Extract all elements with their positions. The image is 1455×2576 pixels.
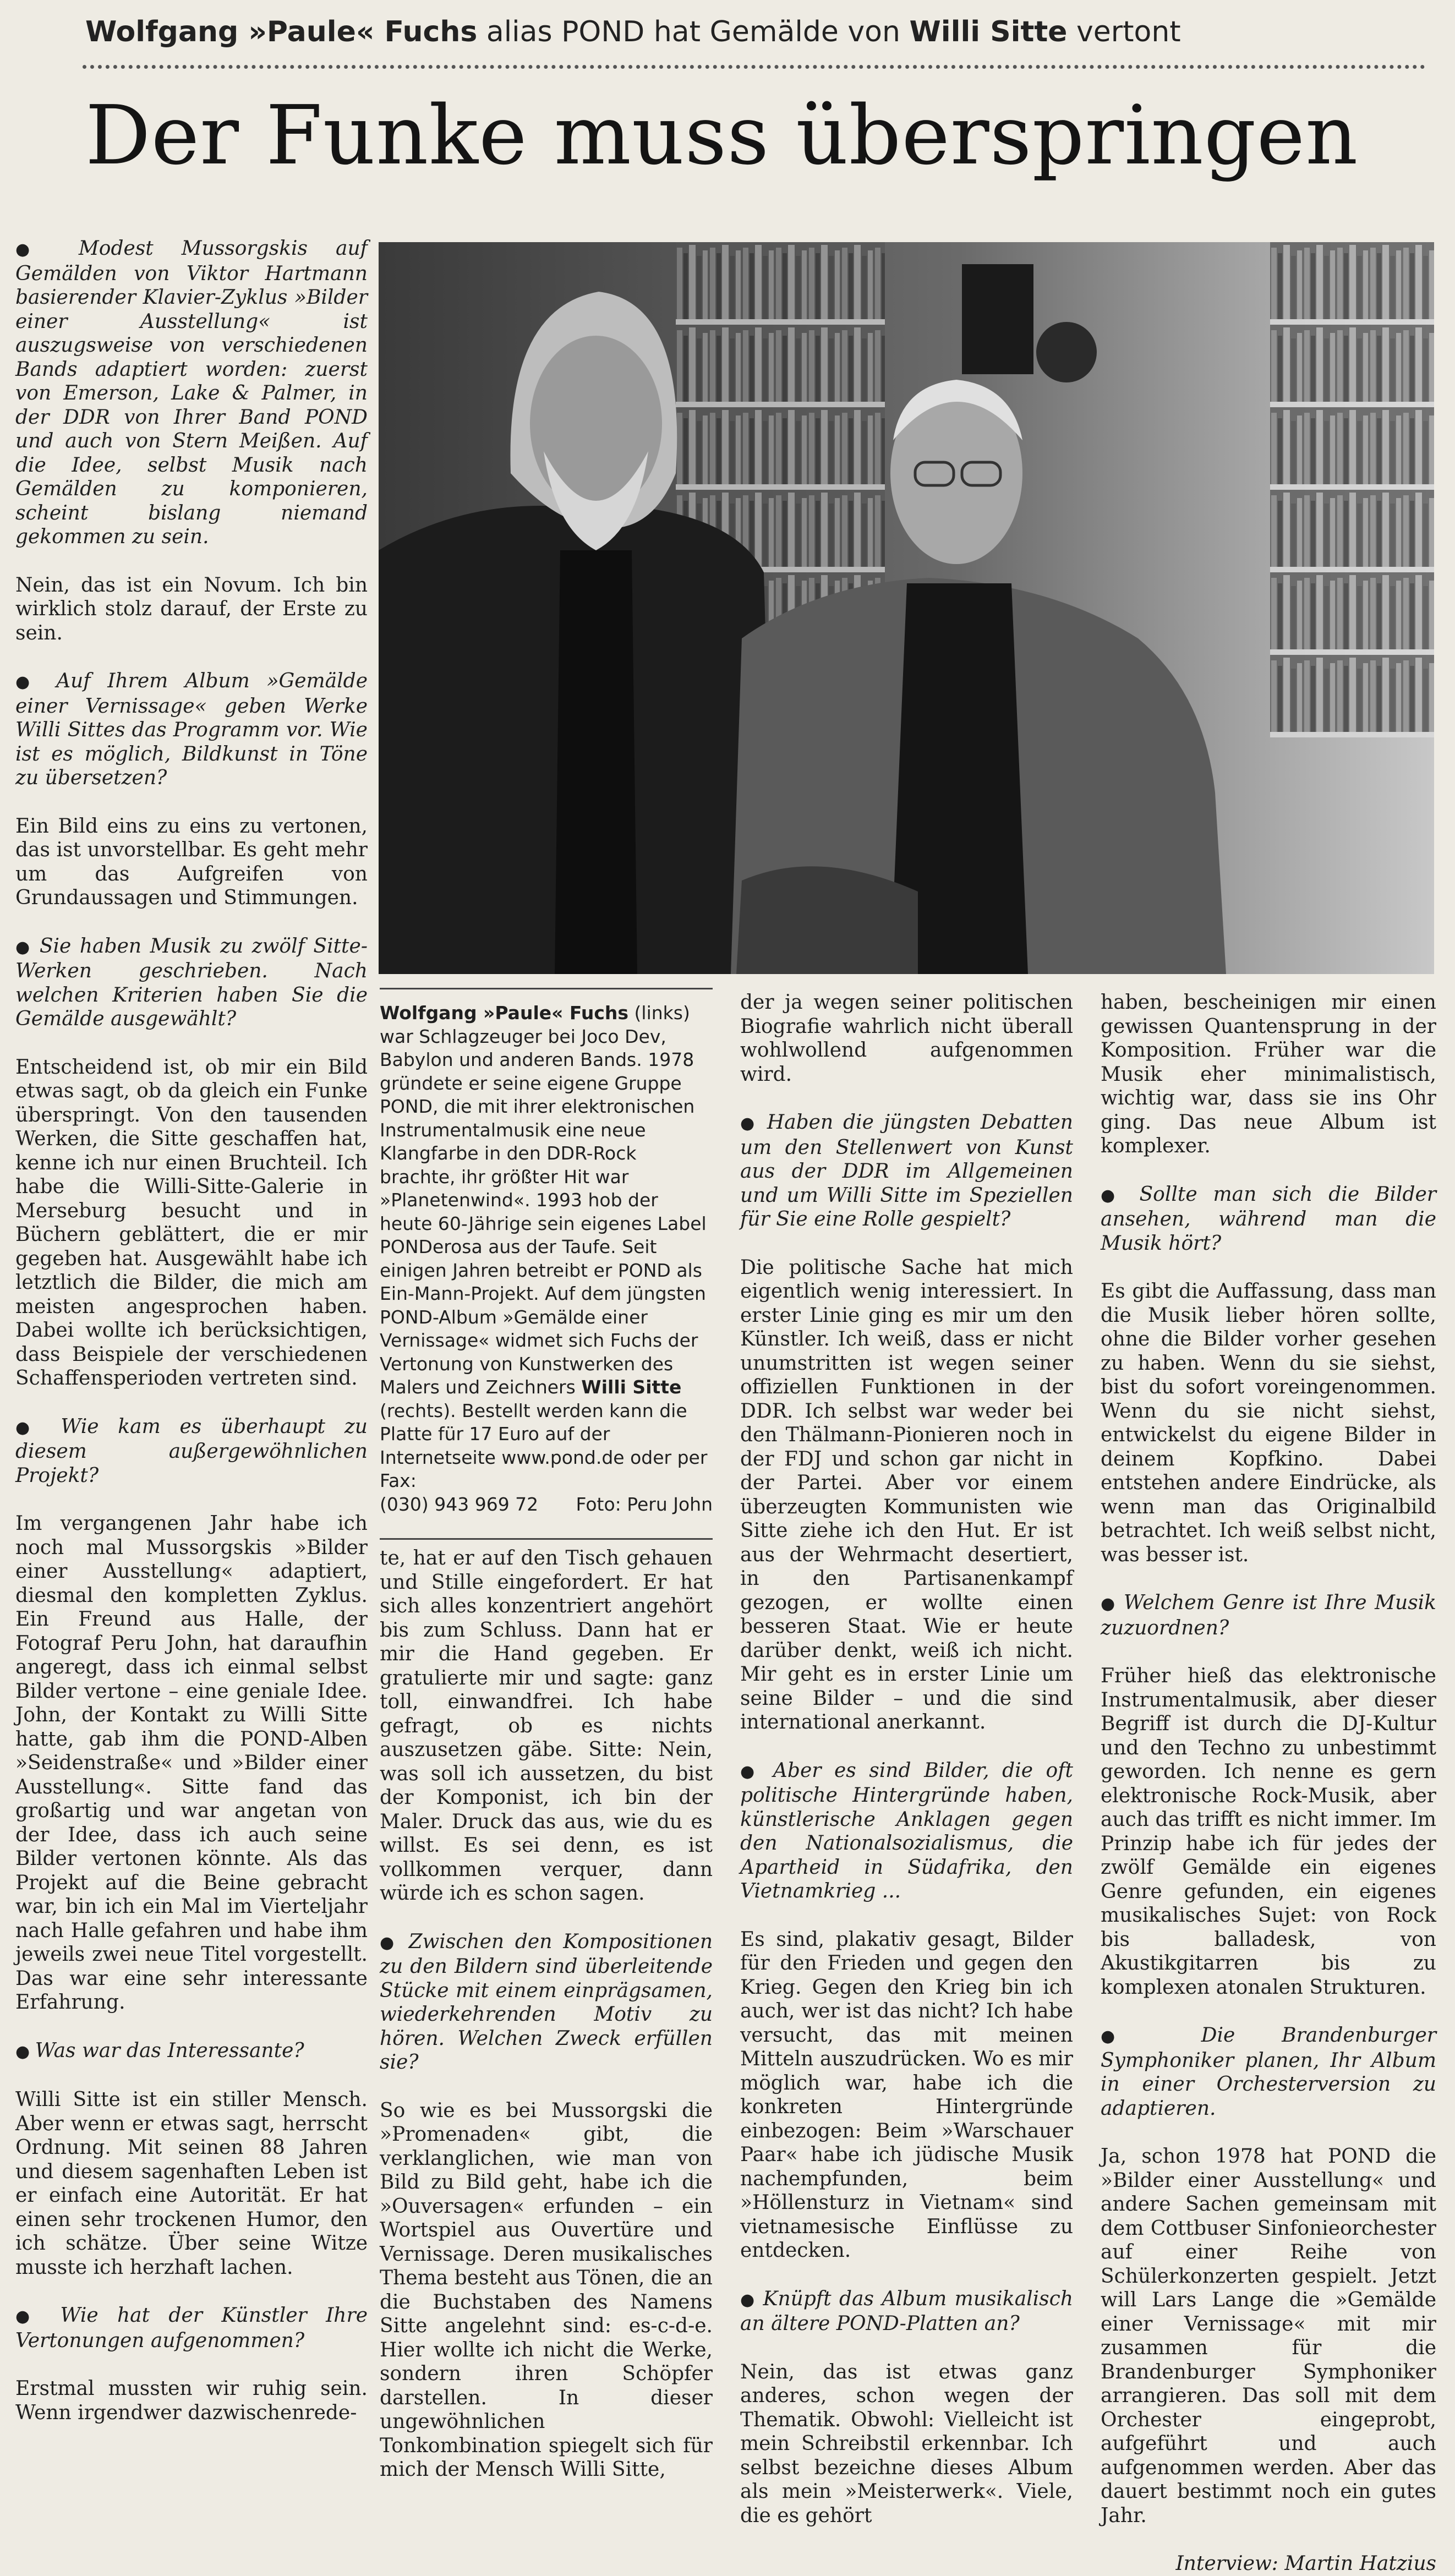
interview-question: ● Knüpft das Album musikalisch an ältere POND-Platten an? (740, 2287, 1073, 2336)
interview-answer: Willi Sitte ist ein stiller Mensch. Aber wenn er etwas sagt, herrscht Ordnung. Mit seinen 88 Jahren und diesem sagenhaften Leben ist er einfach eine Autorität. Er hat einen sehr trockenen Humor, den ich schätze. Über seine Witze musste ich herzhaft lachen. (15, 2088, 368, 2279)
interview-question: ● Sie haben Musik zu zwölf Sitte-Werken geschrieben. Nach welchen Kriterien haben Sie die Gemälde ausgewählt? (15, 934, 368, 1031)
interview-question: ● Haben die jüngsten Debatten um den Stellenwert von Kunst aus der DDR im Allgemeinen und um Willi Sitte im Speziellen für Sie eine Rolle gespielt? (740, 1111, 1073, 1232)
headline: Der Funke muss überspringen (85, 88, 1359, 183)
interview-answer: Ein Bild eins zu eins zu vertonen, das ist unvorstellbar. Es geht mehr um das Aufgreifen von Grundaussagen und Stimmungen. (15, 814, 368, 909)
column-3 (740, 991, 1074, 2527)
photo-illustration (379, 242, 1434, 974)
kicker-name-sitte: Willi Sitte (909, 15, 1068, 48)
interview-question: ● Wie hat der Künstler Ihre Vertonungen aufgenommen? (15, 2304, 368, 2353)
interview-answer: te, hat er auf den Tisch gehauen und Stille eingefordert. Er hat sich alles konzentriert angehört bis zum Schluss. Dann hat er mir die Hand gegeben. Er gratulierte mir und sagte: ganz toll, einwandfrei. Ich habe gefragt, ob es nichts auszusetzen gäbe. Sitte: Nein, was soll ich aussetzen, du bist der Komponist, ich bin der Maler. Druck das aus, wie du es willst. Es sei denn, es ist vollkommen verquer, dann würde ich es schon sagen. (380, 1547, 713, 1905)
caption-name-sitte: Willi Sitte (581, 1376, 682, 1398)
kicker-end: vertont (1067, 15, 1181, 48)
interview-question: ● Modest Mussorgskis auf Gemälden von Viktor Hartmann basierender Klavier-Zyklus »Bilder einer Ausstellung« ist auszugsweise von verschiedenen Bands adaptiert worden: zuerst von Emerson, Lake & Palmer, in der DDR von Ihrer Band POND und auch von Stern Meißen. Auf die Idee, selbst Musik nach Gemälden zu komponieren, scheint bislang niemand gekommen zu sein. (15, 237, 368, 549)
interview-answer: Im vergangenen Jahr habe ich noch mal Mussorgskis »Bilder einer Ausstellung« adaptiert, diesmal den kompletten Zyklus. Ein Freund aus Halle, der Fotograf Peru John, hat daraufhin angeregt, dass ich einmal selbst Bilder vertone – eine geniale Idee. John, der Kontakt zu Willi Sitte hatte, gab ihm die POND-Alben »Seidenstraße« und »Bilder einer Ausstellung«. Sitte fand das großartig und war angetan von der Idee, dass ich auch seine Bilder vertonen könnte. Als das Projekt auf die Beine gebracht war, bin ich ein Mal im Vierteljahr nach Halle gefahren und habe ihm jeweils zwei neue Titel vorgestellt. Das war eine sehr interessante Erfahrung. (15, 1512, 368, 2014)
column-4 (1101, 991, 1436, 2575)
interview-answer: haben, bescheinigen mir einen gewissen Quantensprung in der Komposition. Früher war die Musik eher minimalistisch, wichtig war, dass sie ins Ohr ging. Das neue Album ist komplexer. (1101, 991, 1436, 1157)
caption-text-2: (rechts). Bestellt werden kann die Platte für 17 Euro auf der Internetseite www.pond.de oder per Fax: (380, 1399, 708, 1491)
interview-question: ● Zwischen den Kompositionen zu den Bildern sind überleitende Stücke mit einem einprägsamen, wiederkehrenden Motiv zu hören. Welchen Zweck erfüllen sie? (380, 1930, 713, 2075)
interview-answer: Ja, schon 1978 hat POND die »Bilder einer Ausstellung« und andere Sachen gemeinsam mit dem Cottbuser Sinfonieorchester auf einer Reihe von Schülerkonzerten gespielt. Jetzt will Lars Lange die »Gemälde einer Vernissage« mit mir zusammen für die Brandenburger Symphoniker arrangieren. Das soll mit dem Orchester eingeprobt, aufgeführt und auch aufgenommen werden. Aber das dauert bestimmt noch ein gutes Jahr. (1101, 2145, 1436, 2527)
column-2 (380, 1546, 713, 2481)
interview-question: ● Was war das Interessante? (15, 2039, 368, 2064)
caption-credit-line (380, 1493, 713, 1517)
interview-answer: Nein, das ist etwas ganz anderes, schon wegen der Thematik. Obwohl: Vielleicht ist mein Schreibstil erkennbar. Ich selbst bezeichne dieses Album als mein »Meisterwerk«. Viele, die es gehört (740, 2360, 1073, 2527)
interview-question: ● Die Brandenburger Symphoniker planen, Ihr Album in einer Orchesterversion zu adaptieren. (1101, 2023, 1436, 2120)
kicker-line (85, 15, 1434, 48)
caption-rule-top (380, 988, 713, 989)
interview-answer: So wie es bei Mussorgski die »Promenaden« gibt, die verklanglichen, wie man von Bild zu Bild geht, habe ich die »Ouversagen« erfunden – ein Wortspiel aus Ouvertüre und Vernissage. Deren musikalisches Thema besteht aus Tönen, die an die Buchstaben des Namens Sitte angelehnt sind: es-c-d-e. Hier wollte ich nicht die Werke, sondern ihren Schöpfer darstellen. In dieser ungewöhnlichen Tonkombination spiegelt sich für mich der Mensch Willi Sitte, (380, 2099, 713, 2481)
interview-answer: Die politische Sache hat mich eigentlich wenig interessiert. In erster Linie ging es mir um den Künstler. Ich weiß, dass er nicht unumstritten ist wegen seiner offiziellen Funktionen in der DDR. Ich selbst war weder bei den Thälmann-Pionieren noch in der FDJ und schon gar nicht in der Partei. Aber vor einem überzeugten Kommunisten wie Sitte ziehe ich den Hut. Er ist aus der Wehrmacht desertiert, in den Partisanenkampf gezogen, er wollte einen besseren Staat. Wie er heute darüber denkt, weiß ich nicht. Mir geht es in erster Linie um seine Bilder – und die sind international anerkannt. (740, 1256, 1073, 1733)
interview-answer: Erstmal mussten wir ruhig sein. Wenn irgendwer dazwischenrede- (15, 2377, 368, 2424)
interview-answer: Es gibt die Auffassung, dass man die Musik lieber hören sollte, ohne die Bilder vorher gesehen zu haben. Wenn du sie siehst, bist du sofort voreingenommen. Wenn du sie nicht siehst, entwickelst du eigene Bilder in deinem Kopfkino. Dabei entstehen andere Eindrücke, als wenn man das Originalbild betrachtet. Ich weiß selbst nicht, was besser ist. (1101, 1280, 1436, 1566)
interview-byline: Interview: Martin Hatzius (1175, 2552, 1436, 2575)
photo-credit: Foto: Peru John (576, 1493, 713, 1515)
interview-question: ● Aber es sind Bilder, die oft politische Hintergründe haben, künstlerische Anklagen gegen den Nationalsozialismus, die Apartheid in Südafrika, den Vietnamkrieg ... (740, 1759, 1073, 1904)
interview-question: ● Welchem Genre ist Ihre Musik zuzuordnen? (1101, 1591, 1436, 1640)
kicker-mid: alias POND hat Gemälde von (477, 15, 910, 48)
photo-fuchs-and-sitte (379, 242, 1434, 974)
interview-answer: Entscheidend ist, ob mir ein Bild etwas sagt, ob da gleich ein Funke überspringt. Von den tausenden Werken, die Sitte geschaffen hat, kenne ich nur einen Bruchteil. Ich habe die Willi-Sitte-Galerie in Merseburg besucht und in Büchern geblättert, die er mir gegeben hat. Ausgewählt habe ich letztlich die Bilder, die mich am meisten angesprochen haben. Dabei wollte ich berücksichtigen, dass Beispiele der verschiedenen Schaffensperioden vertreten sind. (15, 1055, 368, 1390)
kicker-name-fuchs: Wolfgang »Paule« Fuchs (85, 15, 478, 48)
caption-fax: (030) 943 969 72 (380, 1493, 539, 1515)
caption-name-fuchs: Wolfgang »Paule« Fuchs (380, 1002, 629, 1024)
interview-answer: Nein, das ist ein Novum. Ich bin wirklich stolz darauf, der Erste zu sein. (15, 573, 368, 644)
interview-answer: Es sind, plakativ gesagt, Bilder für den Frieden und gegen den Krieg. Gegen den Krieg bin ich auch, wer ist das nicht? Ich habe versucht, das mit meinen Mitteln auszudrücken. Wo es mir möglich war, habe ich die konkreten Hintergründe einbezogen: Beim »Warschauer Paar« habe ich jüdische Musik nachempfunden, beim »Höllensturz in Vietnam« sind vietnamesische Einflüsse zu entdecken. (740, 1928, 1073, 2262)
photo-caption (380, 1002, 713, 1516)
interview-question: ● Sollte man sich die Bilder ansehen, während man die Musik hört? (1101, 1183, 1436, 1256)
column-1 (15, 237, 368, 2424)
caption-text-1: (links) war Schlagzeuger bei Joco Dev, Babylon und anderen Bands. 1978 gründete er seine eigene Gruppe POND, die mit ihrer elektronischen Instrumentalmusik eine neue Klangfarbe in den DDR-Rock brachte, ihr größter Hit war »Planetenwind«. 1993 hob der heute 60-Jährige sein eigenes Label PONDerosa aus der Taufe. Seit einigen Jahren betreibt er POND als Ein-Mann-Projekt. Auf dem jüngsten POND-Album »Gemälde einer Vernissage« widmet sich Fuchs der Vertonung von Kunstwerken des Malers und Zeichners (380, 1002, 707, 1398)
dotted-divider (83, 65, 1425, 69)
caption-rule-bottom (380, 1538, 713, 1540)
interview-answer: der ja wegen seiner politischen Biografie wahrlich nicht überall wohlwollend aufgenommen wird. (740, 991, 1073, 1086)
interview-answer: Früher hieß das elektronische Instrumentalmusik, aber dieser Begriff ist durch die DJ-Kultur und den Techno zu unbestimmt geworden. Ich nenne es gern elektronische Rock-Musik, aber auch das trifft es nicht immer. Im Prinzip habe ich für jedes der zwölf Gemälde ein eigenes Genre gefunden, ein eigenes musikalisches Sujet: von Rock bis balladesk, von Akustikgitarren bis zu komplexen atonalen Strukturen. (1101, 1665, 1436, 1999)
interview-question: ● Auf Ihrem Album »Gemälde einer Vernissage« geben Werke Willi Sittes das Programm vor. Wie ist es möglich, Bildkunst in Töne zu übersetzen? (15, 669, 368, 790)
interview-question: ● Wie kam es überhaupt zu diesem außergewöhnlichen Projekt? (15, 1415, 368, 1488)
